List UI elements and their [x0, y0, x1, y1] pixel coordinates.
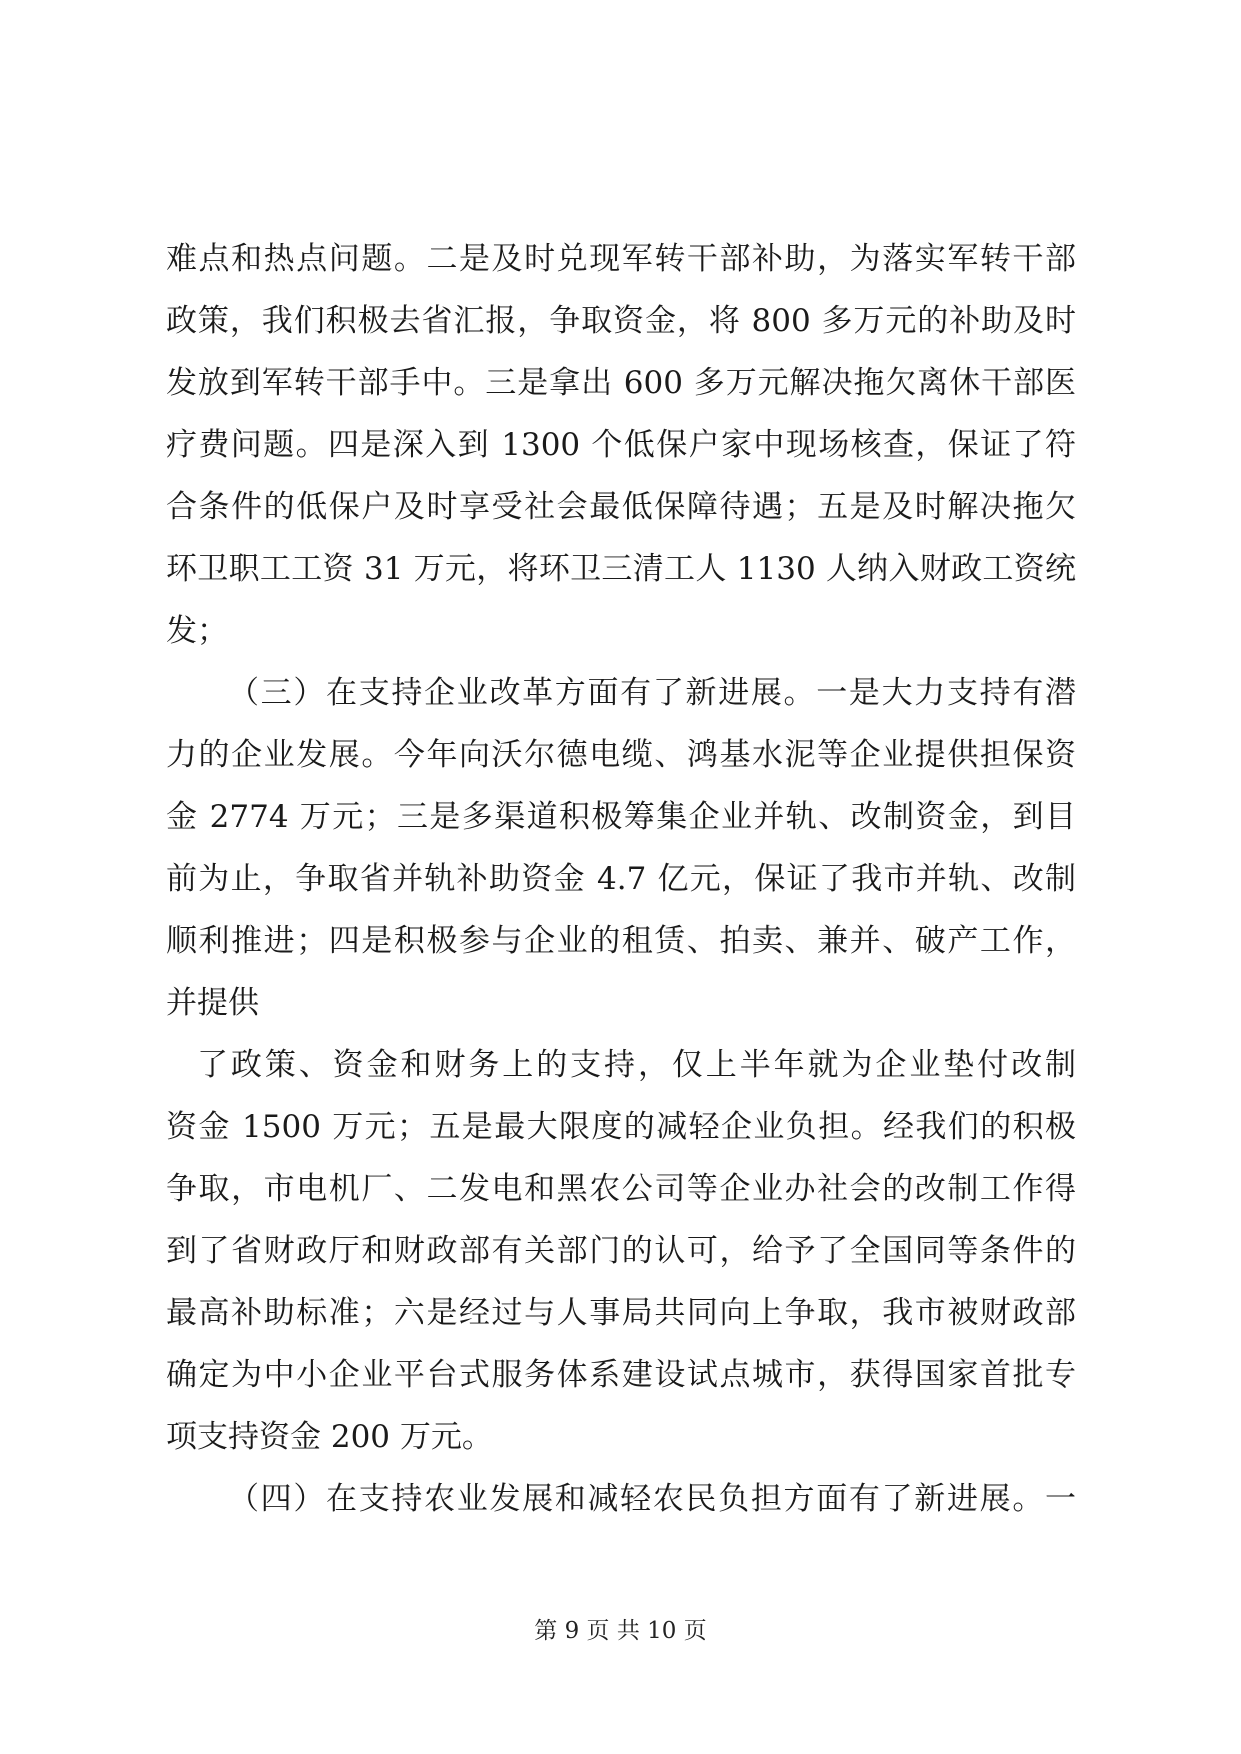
- text-line: 确定为中小企业平台式服务体系建设试点城市，获得国家首批专: [166, 1357, 1076, 1393]
- text-line: 争取，市电机厂、二发电和黑农公司等企业办社会的改制工作得: [166, 1171, 1076, 1207]
- text-line: 顺利推进；四是积极参与企业的租赁、拍卖、兼并、破产工作，: [166, 923, 1076, 959]
- text-line: 难点和热点问题。二是及时兑现军转干部补助，为落实军转干部: [166, 241, 1076, 277]
- text-line: 疗费问题。四是深入到 1300 个低保户家中现场核查，保证了符: [166, 427, 1076, 463]
- text-line: 到了省财政厅和财政部有关部门的认可，给予了全国同等条件的: [166, 1233, 1076, 1269]
- text-line: 政策，我们积极去省汇报，争取资金，将 800 多万元的补助及时: [166, 303, 1076, 339]
- text-line: 前为止，争取省并轨补助资金 4.7 亿元，保证了我市并轨、改制: [166, 861, 1076, 897]
- text-line: 发；: [166, 613, 228, 649]
- paragraph-heading-line: （三）在支持企业改革方面有了新进展。一是大力支持有潜: [228, 675, 1076, 711]
- body-text: [166, 228, 1076, 1530]
- text-line: 合条件的低保户及时享受社会最低保障待遇；五是及时解决拖欠: [166, 489, 1076, 525]
- page-number: 第 9 页 共 10 页: [534, 1618, 707, 1644]
- text-line: 并提供: [166, 985, 259, 1021]
- text-line: 资金 1500 万元；五是最大限度的减轻企业负担。经我们的积极: [166, 1109, 1076, 1145]
- text-line: 最高补助标准；六是经过与人事局共同向上争取，我市被财政部: [166, 1295, 1076, 1331]
- paragraph-heading-line: （四）在支持农业发展和减轻农民负担方面有了新进展。一: [228, 1481, 1076, 1517]
- text-line: 了政策、资金和财务上的支持，仅上半年就为企业垫付改制: [197, 1047, 1076, 1083]
- text-line: 金 2774 万元；三是多渠道积极筹集企业并轨、改制资金，到目: [166, 799, 1076, 835]
- text-line: 发放到军转干部手中。三是拿出 600 多万元解决拖欠离休干部医: [166, 365, 1076, 401]
- text-line: 力的企业发展。今年向沃尔德电缆、鸿基水泥等企业提供担保资: [166, 737, 1076, 773]
- text-line: 环卫职工工资 31 万元，将环卫三清工人 1130 人纳入财政工资统: [166, 551, 1076, 587]
- text-line: 项支持资金 200 万元。: [166, 1419, 493, 1455]
